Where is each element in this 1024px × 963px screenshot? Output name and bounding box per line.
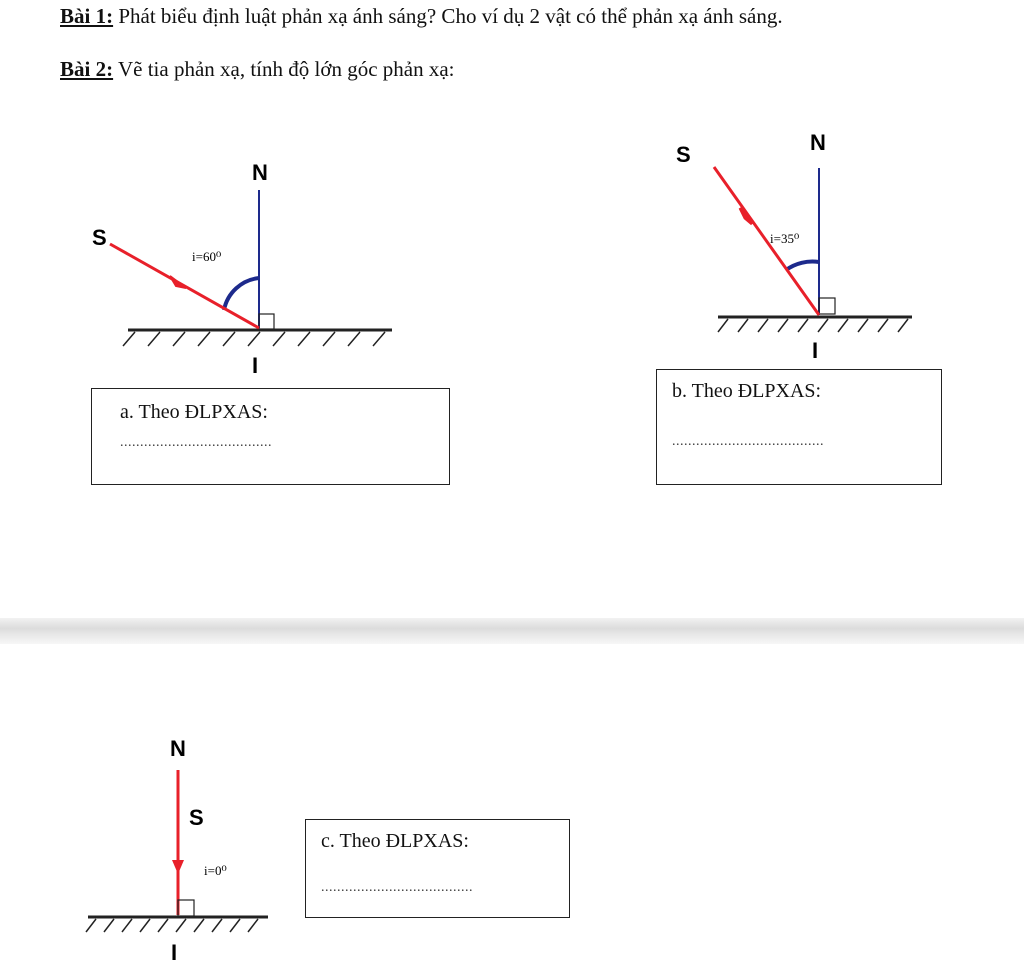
figure-b-s-label: S (676, 142, 691, 167)
figure-a-i-label: I (252, 353, 259, 378)
figure-c-right-angle (178, 900, 194, 916)
bai2-text: Vẽ tia phản xạ, tính độ lớn góc phản xạ: (117, 57, 455, 81)
answer-box-c-dots: ...................................... (321, 880, 473, 895)
answer-box-b-label: b. Theo ĐLPXAS: (672, 380, 822, 402)
figure-a-angle-label: i=60⁰ (192, 249, 222, 264)
answer-box-a-dots: ...................................... (120, 435, 272, 450)
answer-box-a-label: a. Theo ĐLPXAS: (120, 401, 268, 423)
figure-c-i-label: I (171, 940, 178, 963)
bai2-title: Bài 2: (60, 57, 114, 81)
figure-c-n-label: N (170, 736, 186, 761)
bai1-title: Bài 1: (60, 4, 114, 28)
figure-a-s-label: S (92, 225, 107, 250)
answer-box-c-label: c. Theo ĐLPXAS: (321, 830, 469, 852)
answer-box-b-dots: ...................................... (672, 434, 824, 449)
figure-b-angle-label: i=35⁰ (770, 231, 800, 246)
figure-c-s-label: S (189, 805, 204, 830)
figure-c-angle-label: i=0⁰ (204, 863, 227, 878)
figure-b-n-label: N (810, 130, 826, 155)
answer-box-c[interactable] (305, 819, 570, 918)
figure-a-n-label: N (252, 160, 268, 185)
figure-c-ray-arrow (172, 860, 184, 874)
bai1-text: Phát biểu định luật phản xạ ánh sáng? Cho ví dụ 2 vật có thể phản xạ ánh sáng. (118, 4, 783, 28)
figure-b-i-label: I (812, 338, 819, 363)
figure-c-mirror (86, 917, 268, 932)
